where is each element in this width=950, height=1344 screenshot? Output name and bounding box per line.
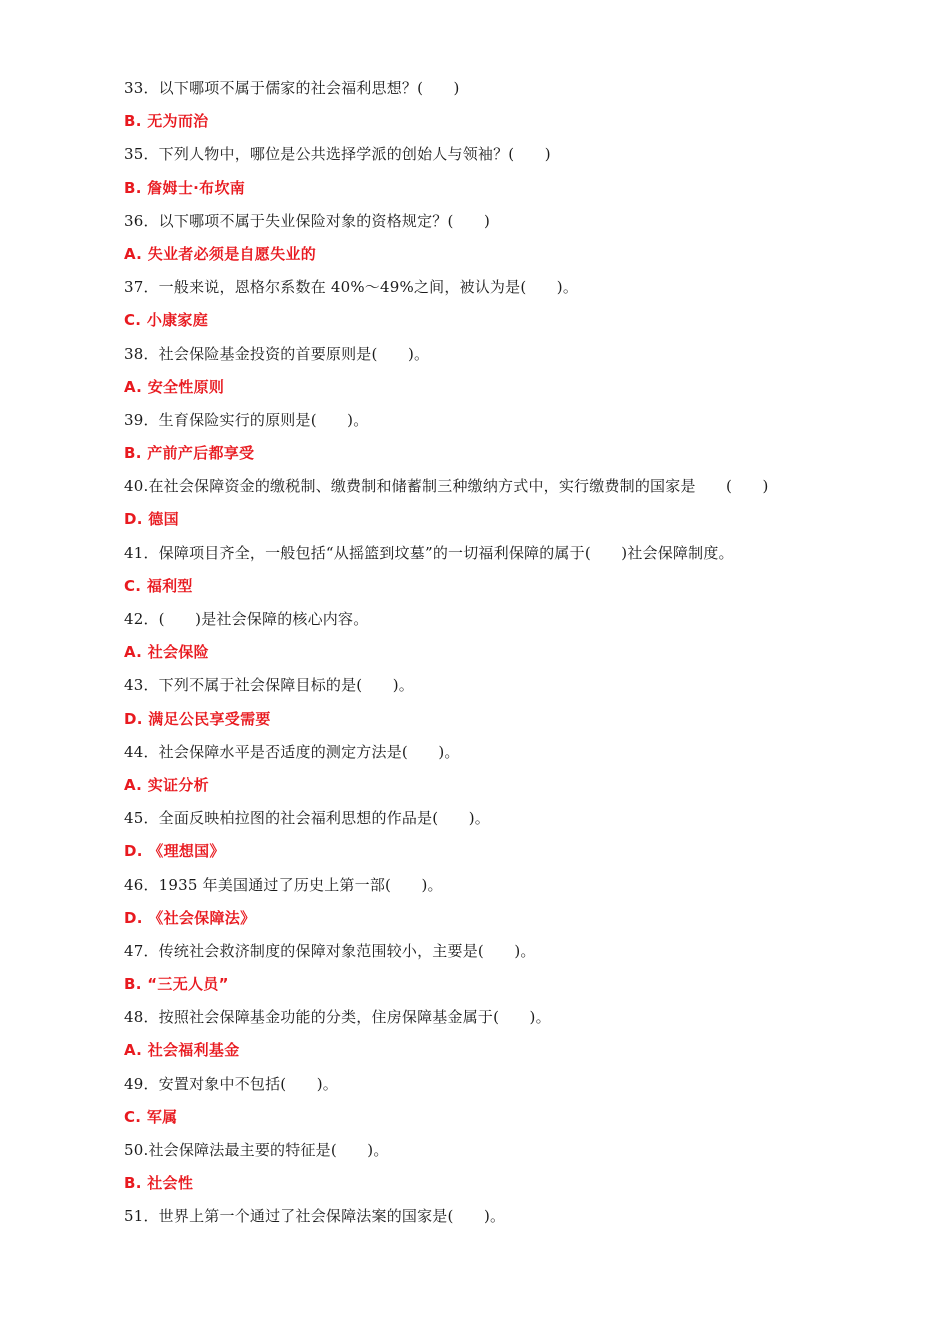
answer-48: A. 社会福利基金	[124, 1041, 240, 1060]
question-50: 50.社会保障法最主要的特征是( )。	[124, 1141, 389, 1159]
question-46: 46．1935 年美国通过了历史上第一部( )。	[124, 875, 443, 894]
question-44: 44．社会保障水平是否适度的测定方法是( )。	[124, 742, 460, 761]
answer-37: C. 小康家庭	[124, 311, 209, 330]
answer-45: D. 《理想国》	[124, 842, 225, 861]
question-36: 36．以下哪项不属于失业保险对象的资格规定？( )	[124, 211, 490, 230]
answer-44: A. 实证分析	[124, 775, 209, 794]
question-48: 48．按照社会保障基金功能的分类，住房保障基金属于( )。	[124, 1008, 551, 1027]
answer-36: A. 失业者必须是自愿失业的	[124, 244, 317, 263]
answer-41: C. 福利型	[124, 576, 193, 595]
answer-38: A. 安全性原则	[124, 377, 225, 396]
question-39: 39．生育保险实行的原则是( )。	[124, 410, 369, 429]
answer-47: B. “三无人员”	[124, 975, 229, 994]
question-38: 38．社会保险基金投资的首要原则是( )。	[124, 344, 430, 363]
answer-42: A. 社会保险	[124, 643, 209, 662]
question-45: 45．全面反映柏拉图的社会福利思想的作品是( )。	[124, 809, 490, 828]
answer-35: B. 詹姆士·布坎南	[124, 178, 246, 197]
question-41: 41．保障项目齐全，一般包括“从摇篮到坟墓”的一切福利保障的属于( )社会保障制度。	[124, 543, 734, 562]
answer-33: B. 无为而治	[124, 112, 209, 131]
question-35: 35．下列人物中，哪位是公共选择学派的创始人与领袖？( )	[124, 145, 551, 164]
answer-50: B. 社会性	[124, 1174, 194, 1193]
answer-43: D. 满足公民享受需要	[124, 709, 271, 728]
question-51: 51．世界上第一个通过了社会保障法案的国家是( )。	[124, 1207, 506, 1226]
question-answer-list	[124, 75, 914, 1237]
question-37: 37．一般来说，恩格尔系数在 40%～49%之间，被认为是( )。	[124, 278, 579, 297]
answer-39: B. 产前产后都享受	[124, 444, 255, 463]
question-49: 49．安置对象中不包括( )。	[124, 1074, 338, 1093]
answer-40: D. 德国	[124, 510, 179, 529]
question-33: 33．以下哪项不属于儒家的社会福利思想？( )	[124, 79, 460, 97]
question-40: 40.在社会保障资金的缴税制、缴费制和储蓄制三种缴纳方式中，实行缴费制的国家是 ( )	[124, 477, 769, 496]
question-47: 47．传统社会救济制度的保障对象范围较小，主要是( )。	[124, 941, 536, 960]
question-43: 43．下列不属于社会保障目标的是( )。	[124, 676, 414, 695]
answer-46: D. 《社会保障法》	[124, 908, 256, 927]
question-42: 42．( )是社会保障的核心内容。	[124, 610, 369, 628]
answer-49: C. 军属	[124, 1107, 178, 1126]
